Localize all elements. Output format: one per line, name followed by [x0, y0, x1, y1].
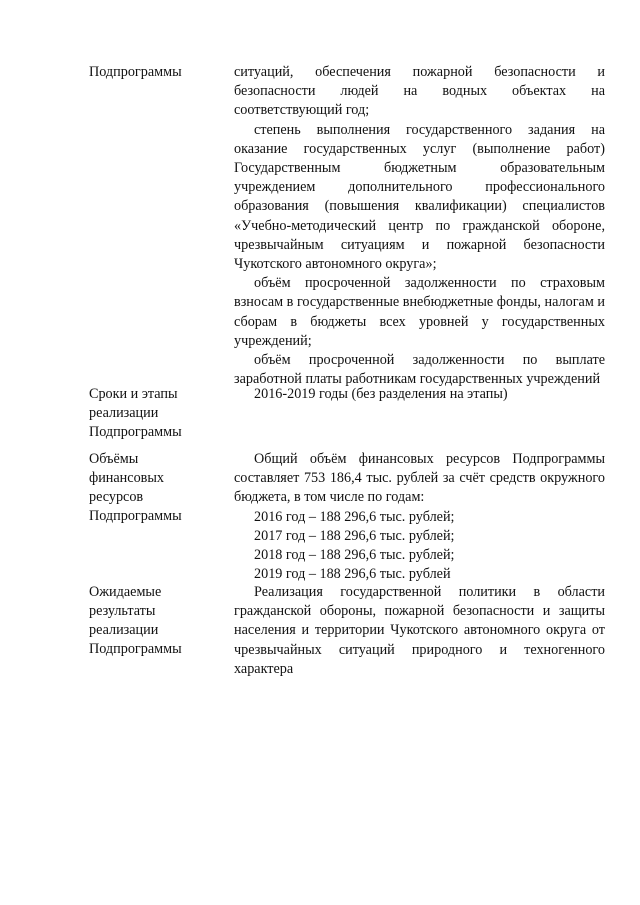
- funding-year-line: 2019 год – 188 296,6 тыс. рублей: [254, 566, 451, 583]
- row-label-line: Объёмы: [89, 451, 139, 467]
- row-content: [234, 63, 605, 389]
- row-label-line: Подпрограммы: [89, 424, 182, 440]
- row-label-line: реализации: [89, 622, 159, 638]
- terms-text: 2016-2019 годы (без разделения на этапы): [254, 386, 508, 402]
- row-label-line: Подпрограммы: [89, 641, 182, 657]
- row-label-line: ресурсов: [89, 489, 144, 505]
- row-label-line: Подпрограммы: [89, 508, 182, 524]
- funding-year-line: 2018 год – 188 296,6 тыс. рублей;: [254, 547, 455, 564]
- row-content: [234, 385, 605, 442]
- passport-row-subprogram-indicators: [89, 63, 605, 389]
- row-label: [89, 385, 234, 442]
- row-content: [234, 450, 605, 584]
- row-label: [89, 450, 234, 584]
- passport-row-expected-results: [89, 583, 605, 679]
- results-text: Реализация государственной политики в области гражданской обороны, пожарной безопасности и защиты населения и территории Чукотского автономного округа от чрезвычайных ситуаций природного и техногенного характера: [234, 584, 605, 677]
- indicator-paragraph: степень выполнения государственного задания на оказание государственных услуг (выполнение работ) Государственным бюджетным образовательным учреждением дополнительного профессионального образования (повышения квалификации) специалистов «Учебно-методический центр по гражданской обороне, чрезвычайным ситуациям и пожарной безопасности Чукотского автономного округа»;: [234, 121, 605, 273]
- row-label: [89, 63, 234, 389]
- row-label-line: финансовых: [89, 470, 164, 486]
- funding-year-line: 2017 год – 188 296,6 тыс. рублей;: [254, 527, 455, 544]
- passport-row-terms: [89, 385, 605, 442]
- row-label-line: Сроки и этапы: [89, 386, 178, 402]
- funding-year-line: 2016 год – 188 296,6 тыс. рублей;: [254, 508, 455, 525]
- indicator-paragraph: объём просроченной задолженности по страховым взносам в государственные внебюджетные фонды, налогам и сборам в бюджеты всех уровней у государственных учреждений;: [234, 275, 605, 349]
- passport-row-funding: [89, 450, 605, 584]
- row-label-line: результаты: [89, 603, 156, 619]
- indicator-paragraph: ситуаций, обеспечения пожарной безопасности и безопасности людей на водных объектах на соответствующий год;: [234, 64, 605, 119]
- row-label-line: Ожидаемые: [89, 584, 162, 600]
- indicator-paragraph: объём просроченной задолженности по выплате заработной платы работникам государственных учреждений: [234, 352, 605, 388]
- row-label-text: Подпрограммы: [89, 64, 182, 80]
- funding-intro: Общий объём финансовых ресурсов Подпрограммы составляет 753 186,4 тыс. рублей за счёт средств окружного бюджета, в том числе по годам:: [234, 451, 605, 506]
- row-label-line: реализации: [89, 405, 159, 421]
- row-label: [89, 583, 234, 679]
- row-content: [234, 583, 605, 679]
